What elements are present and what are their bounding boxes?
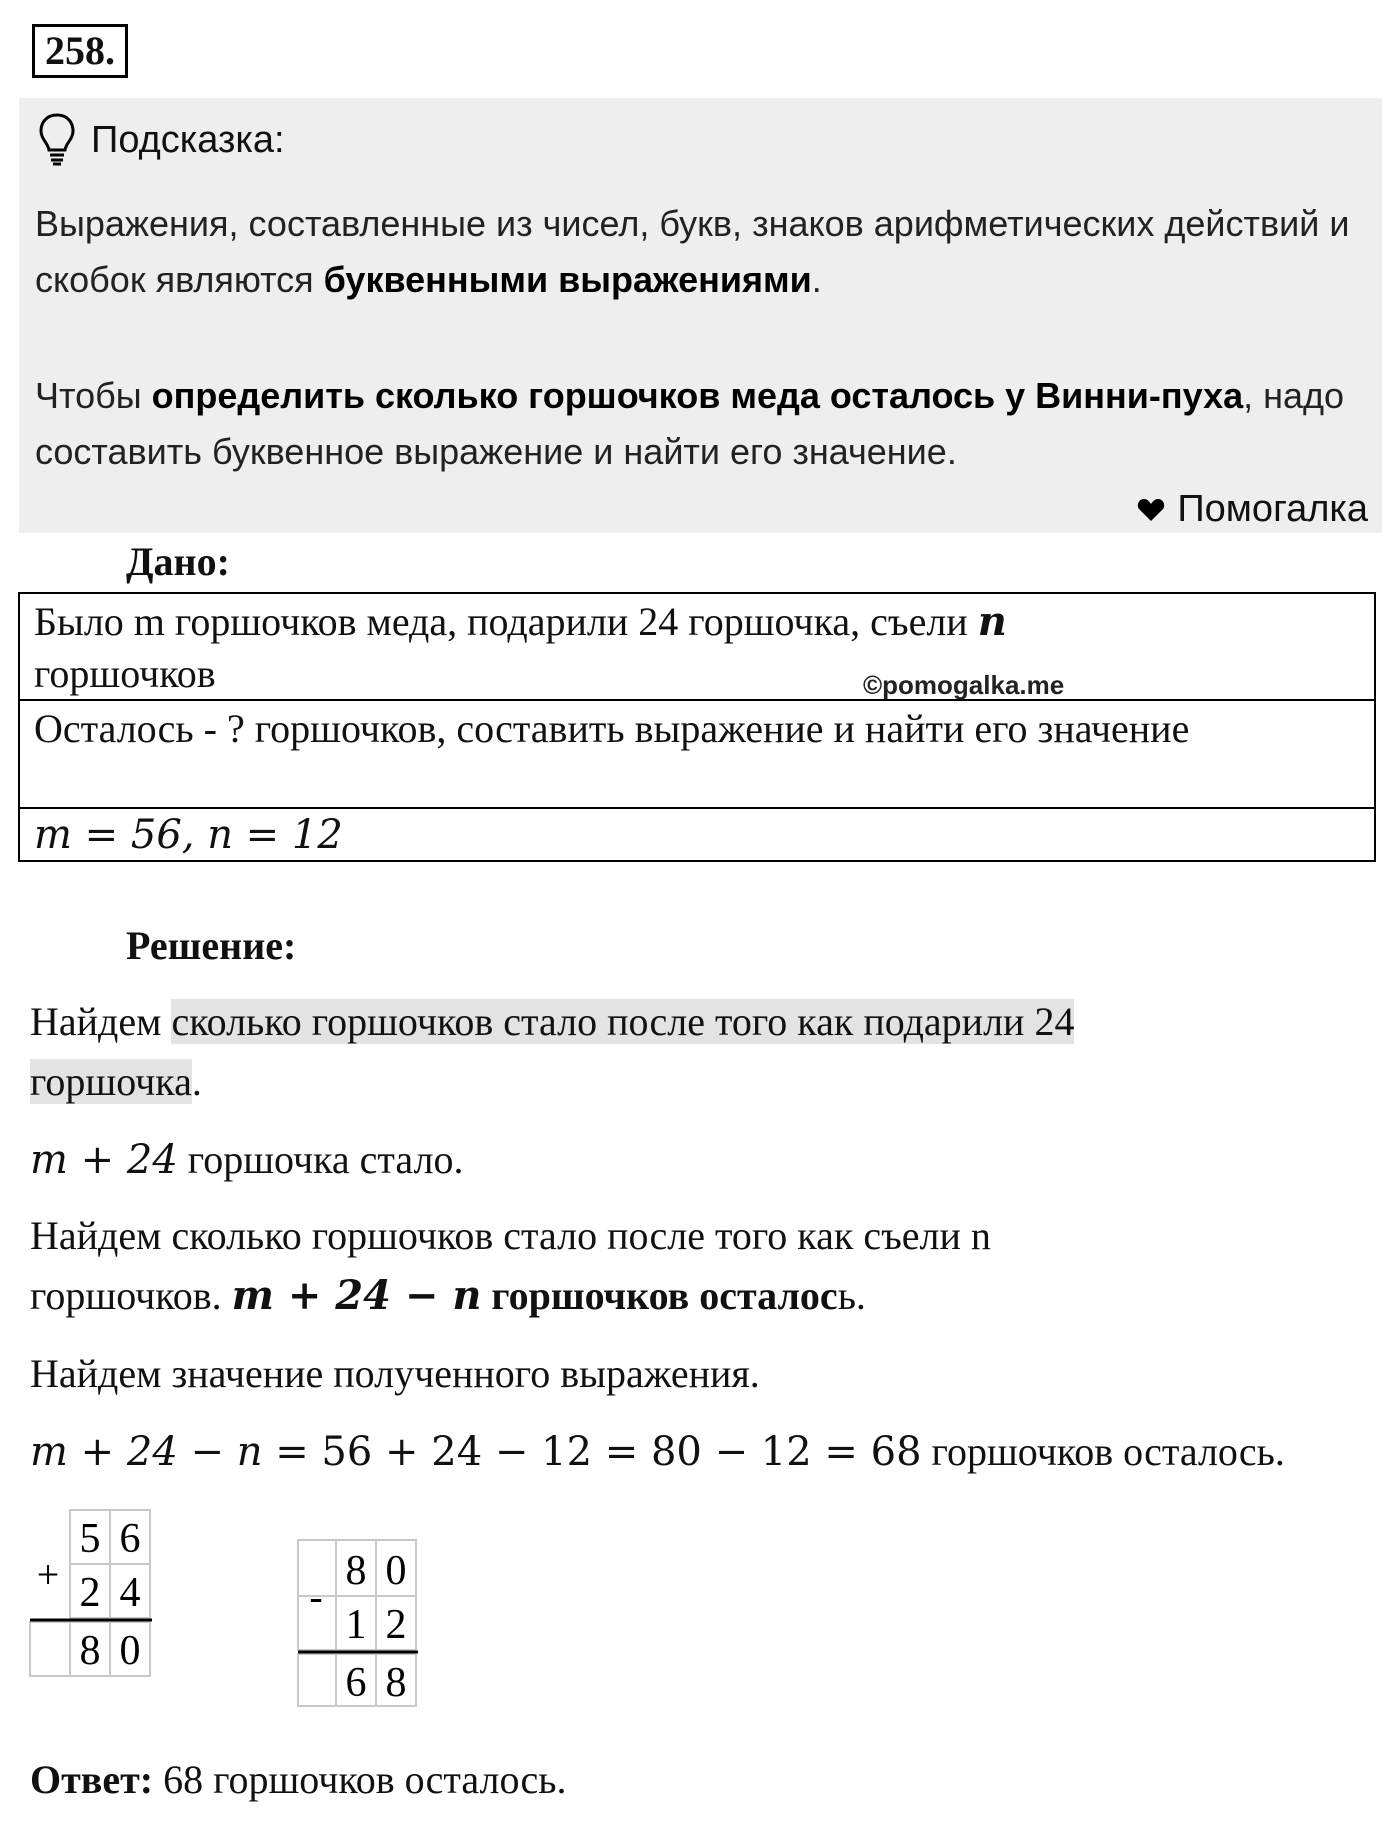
given-row1-var: n [977, 598, 1007, 645]
hint-p1-bold: буквенными выражениями [323, 259, 812, 300]
given-row1-text: Было m горшочков меда, подарили 24 горшочка, съели [34, 599, 978, 644]
sol-l1-end: . [191, 1059, 202, 1104]
sol-l4-end: ь. [837, 1273, 866, 1318]
given-row1-tail: горшочков [34, 651, 216, 696]
given-row-1 [20, 594, 1374, 701]
add-digit: 5 [79, 1516, 101, 1562]
sub-digit: 0 [385, 1548, 407, 1594]
sub-result-digit: 8 [385, 1660, 407, 1706]
sol-l1-highlight-2: горшочка [30, 1059, 192, 1104]
solution-line-1 [30, 994, 1074, 1050]
column-subtraction [296, 1538, 420, 1710]
sol-l4-start: горшочков. [30, 1273, 232, 1318]
sub-sign: - [309, 1574, 323, 1619]
hint-box [19, 98, 1382, 533]
hint-paragraph-1 [35, 196, 1365, 308]
given-row-2 [20, 701, 1374, 809]
hint-p1-end: . [811, 259, 822, 300]
hint-p2-end: , надо составить буквенное выражение и найти его значение. [35, 375, 1345, 472]
hint-header [37, 110, 285, 170]
column-addition [28, 1508, 158, 1680]
add-result-digit: 8 [79, 1628, 101, 1674]
brand-name: Помогалка [1177, 488, 1368, 530]
given-table [18, 592, 1376, 862]
sol-l4-expr: m + 24 − n [231, 1272, 482, 1319]
add-digit: 6 [119, 1516, 141, 1562]
solution-line-6 [30, 1424, 1285, 1480]
sub-digit: 8 [345, 1548, 367, 1594]
add-digit: 2 [79, 1570, 101, 1616]
hint-p1-text: Выражения, составленные из чисел, букв, знаков арифметических действий и скобок являются [35, 203, 1350, 300]
solution-line-3: Найдем сколько горшочков стало после того как съели n [30, 1213, 991, 1258]
lightbulb-icon [37, 112, 77, 168]
watermark: ©pomogalka.me [863, 670, 1065, 700]
hint-p2-start: Чтобы [35, 375, 152, 416]
add-sign: + [36, 1552, 60, 1597]
answer-text: 68 горшочков осталось. [153, 1757, 567, 1802]
brand [1137, 488, 1368, 531]
solution-line-1b [30, 1054, 202, 1110]
hint-title: Подсказка: [91, 118, 285, 161]
solution-line-5: Найдем значение полученного выражения. [30, 1351, 760, 1396]
solution-line-2 [30, 1132, 463, 1188]
sol-l6-expr: m + 24 − n [30, 1429, 263, 1475]
sol-l2-text: горшочка стало. [177, 1137, 464, 1182]
sub-digit: 2 [385, 1602, 407, 1648]
sub-result-digit: 6 [345, 1660, 367, 1706]
sol-l2-expr: m + 24 [30, 1137, 178, 1183]
heart-icon [1137, 498, 1165, 522]
answer [30, 1756, 566, 1803]
task-number: 258. [32, 24, 128, 78]
sol-l6-text: горшочков осталось. [921, 1429, 1285, 1474]
solution-label: Решение: [126, 923, 297, 968]
hint-p2-bold: определить сколько горшочков меда осталось у Винни-пуха [151, 375, 1244, 416]
sub-digit: 1 [345, 1602, 367, 1648]
sol-l1-start: Найдем [30, 999, 172, 1044]
given-row2-text: Осталось - ? горшочков, составить выражение и найти его значение [34, 706, 1190, 751]
add-result-digit: 0 [119, 1628, 141, 1674]
sol-l4-bold: горшочков осталос [481, 1273, 838, 1318]
solution-line-4 [30, 1268, 866, 1324]
hint-paragraph-2 [35, 368, 1365, 480]
sol-l1-highlight: сколько горшочков стало после того как подарили 24 [171, 999, 1075, 1044]
answer-label: Ответ: [30, 1757, 154, 1802]
given-row-3: m = 56, n = 12 [34, 812, 343, 858]
given-label: Дано: [126, 539, 230, 584]
sol-l6-calc: = 56 + 24 − 12 = 80 − 12 = 68 [262, 1429, 922, 1475]
add-digit: 4 [119, 1570, 141, 1616]
